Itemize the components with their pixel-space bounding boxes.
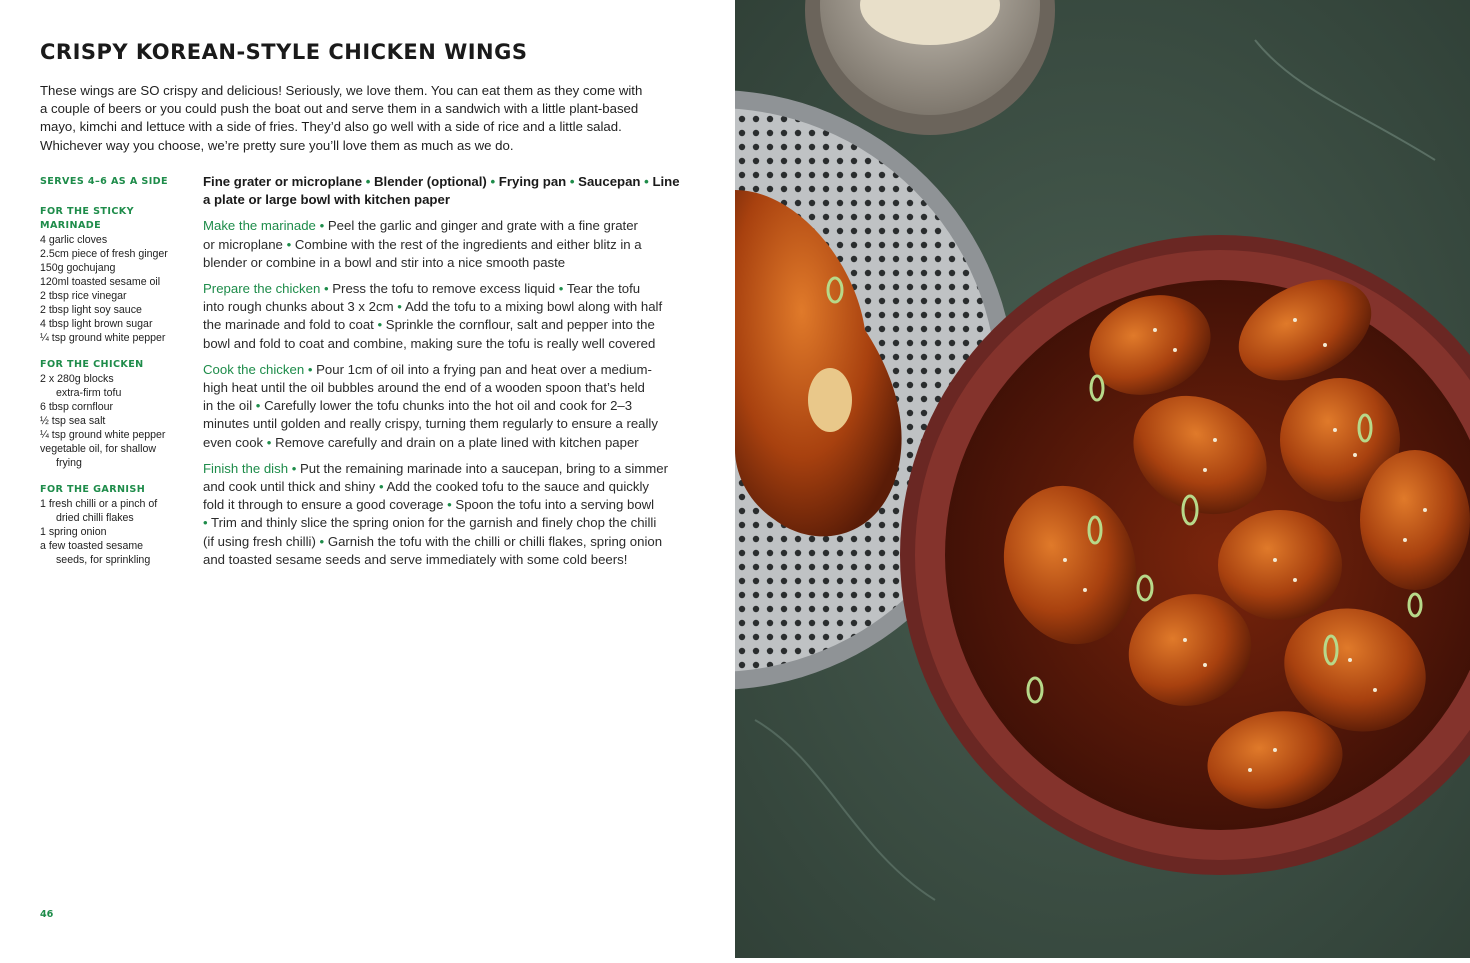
ingredient-item: 2 tbsp rice vinegar: [40, 290, 127, 302]
wing: [1218, 510, 1342, 620]
step-text: Put the remaining marinade into a saucepan, bring to a simmer: [296, 460, 668, 476]
bullet: •: [319, 218, 325, 234]
step-text: minutes until golden and really crispy, turning them regularly to ensure a really: [203, 416, 658, 432]
ingredient-item: 150g gochujang: [40, 262, 116, 274]
garnish-list: [40, 497, 190, 567]
ingredient-item: ½ tsp sea salt: [40, 415, 106, 427]
bullet: •: [319, 533, 325, 549]
ingredient-item: ¼ tsp ground white pepper: [40, 332, 166, 344]
step-text: Sprinkle the cornflour, salt and pepper into the: [382, 317, 655, 333]
ingredient-item: a few toasted sesame: [40, 540, 144, 552]
bullet: •: [266, 434, 272, 450]
recipe-page: [0, 0, 735, 958]
bullet: •: [286, 236, 292, 252]
step-text: and cook until thick and shiny: [203, 479, 379, 495]
step-text: bowl and fold to coat and combine, making sure the tofu is really well covered: [203, 335, 656, 351]
heading-line: FOR THE STICKY: [40, 206, 134, 217]
step-text: Tear the tofu: [563, 281, 641, 297]
step-text: in the oil: [203, 398, 256, 414]
step-text: Carefully lower the tofu chunks into the hot oil and cook for 2–3: [260, 398, 633, 414]
step-text: Press the tofu to remove excess liquid: [328, 281, 559, 297]
bullet: •: [377, 317, 383, 333]
bullet: •: [255, 398, 261, 414]
bullet: •: [490, 174, 496, 189]
step-heading: Make the marinade: [203, 218, 316, 234]
recipe-title: CRISPY KOREAN-STYLE CHICKEN WINGS: [40, 40, 528, 64]
recipe-intro: [40, 82, 680, 155]
step-text: Peel the garlic and ginger and grate with a fine grater: [324, 218, 638, 234]
ingredient-item: 4 tbsp light brown sugar: [40, 318, 153, 330]
step-finish: [203, 460, 683, 569]
bullet: •: [558, 281, 564, 297]
equipment-list: [203, 173, 683, 209]
step-text: or microplane: [203, 236, 287, 252]
equipment-item: Saucepan: [578, 174, 641, 189]
marinade-heading: [40, 205, 190, 233]
chicken-heading: [40, 358, 190, 372]
step-text: Pour 1cm of oil into a frying pan and heat over a medium-: [312, 361, 652, 377]
ingredient-item: 1 fresh chilli or a pinch of: [40, 498, 158, 510]
ingredient-item: 4 garlic cloves: [40, 234, 108, 246]
method-column: [203, 173, 683, 569]
garnish-heading: [40, 483, 190, 497]
bullet: •: [291, 460, 297, 476]
ingredient-item: 2 tbsp light soy sauce: [40, 304, 142, 316]
bullet: •: [569, 174, 575, 189]
ingredient-item: 2.5cm piece of fresh ginger: [40, 248, 168, 260]
bullet: •: [644, 174, 649, 189]
step-text: blender or combine in a bowl and stir into a nice smooth paste: [203, 254, 566, 270]
step-text: Combine with the rest of the ingredients and either blitz in a: [291, 236, 642, 252]
step-text: Remove carefully and drain on a plate lined with kitchen paper: [271, 434, 639, 450]
step-heading: Finish the dish: [203, 460, 289, 476]
ingredient-item: 2 x 280g blocks: [40, 373, 114, 385]
ingredient-item: 120ml toasted sesame oil: [40, 276, 161, 288]
bullet: •: [323, 281, 329, 297]
equipment-item: Frying pan: [498, 174, 567, 189]
heading-line: MARINADE: [40, 220, 102, 231]
step-text: Add the cooked tofu to the sauce and quickly: [383, 479, 649, 495]
ingredient-item: dried chilli flakes: [56, 512, 134, 524]
intro-line: These wings are SO crispy and delicious! Seriously, we love them. You can eat them as they come with: [40, 83, 643, 98]
step-text: even cook: [203, 434, 267, 450]
equipment-item: Line: [652, 174, 680, 189]
bullet: •: [307, 361, 313, 377]
ingredients-column: [40, 176, 190, 567]
step-text: fold it through to ensure a good coverage: [203, 497, 448, 513]
ingredient-item: extra-firm tofu: [56, 387, 122, 399]
ingredient-item: ¼ tsp ground white pepper: [40, 429, 166, 441]
bullet: •: [447, 497, 452, 513]
food-photo: [735, 0, 1470, 958]
step-text: into rough chunks about 3 x 2cm: [203, 299, 398, 315]
equipment-item: Fine grater or microplane: [203, 174, 363, 189]
step-text: Trim and thinly slice the spring onion for the garnish and finely chop the chilli: [207, 515, 657, 531]
intro-line: Whichever way you choose, we’re pretty sure you’ll love them as much as we do.: [40, 137, 514, 153]
step-heading: Prepare the chicken: [203, 281, 321, 297]
tofu-bite: [808, 368, 852, 432]
step-text: (if using fresh chilli): [203, 533, 320, 549]
step-text: the marinade and fold to coat: [203, 317, 378, 333]
bullet: •: [378, 479, 384, 495]
step-text: Spoon the tofu into a serving bowl: [451, 497, 655, 513]
serves-label: SERVES 4–6 AS A SIDE: [40, 176, 169, 187]
equipment-item: a plate or large bowl with kitchen paper: [203, 192, 450, 208]
bullet: •: [203, 515, 208, 531]
step-cook: [203, 361, 683, 452]
step-text: Add the tofu to a mixing bowl along with half: [401, 299, 663, 315]
ingredient-item: frying: [56, 457, 82, 469]
intro-line: a couple of beers or you could push the boat out and serve them in a sandwich with a little plant-based: [40, 101, 639, 117]
chicken-list: [40, 372, 190, 470]
step-marinade: [203, 217, 683, 272]
equipment-item: Blender (optional): [374, 174, 487, 189]
ingredient-item: vegetable oil, for shallow: [40, 443, 157, 455]
ingredient-item: 1 spring onion: [40, 526, 107, 538]
bullet: •: [365, 174, 371, 189]
step-text: Garnish the tofu with the chilli or chilli flakes, spring onion: [324, 533, 663, 549]
step-heading: Cook the chicken: [203, 361, 305, 377]
food-photo-illustration: [735, 0, 1470, 958]
intro-line: mayo, kimchi and lettuce with a side of fries. They’d also go well with a side of rice and a little salad.: [40, 119, 622, 135]
page-number: 46: [40, 909, 54, 920]
ingredient-item: seeds, for sprinkling: [56, 554, 151, 566]
step-chicken: [203, 280, 683, 353]
bullet: •: [397, 299, 402, 315]
step-text: and toasted sesame seeds and serve immediately with some cold beers!: [203, 551, 628, 567]
marinade-list: [40, 233, 190, 345]
ingredient-item: 6 tbsp cornflour: [40, 401, 114, 413]
step-text: high heat until the oil bubbles around the end of a wooden spoon that’s held: [203, 380, 645, 396]
wing: [1360, 450, 1470, 590]
heading-line: FOR THE GARNISH: [40, 484, 146, 495]
heading-line: FOR THE CHICKEN: [40, 359, 144, 370]
